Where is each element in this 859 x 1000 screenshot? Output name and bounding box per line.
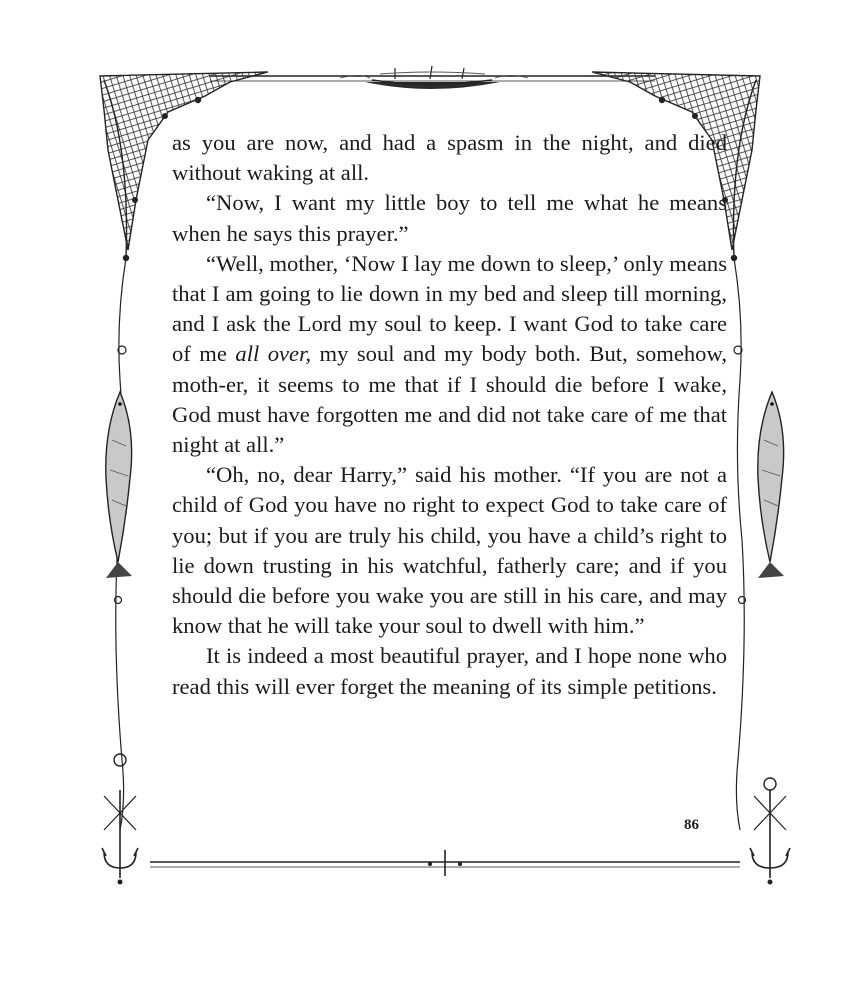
text-run: as you are now, and had a spasm in the night, and died without waking at all. — [172, 130, 727, 186]
anchor-hook-left-icon — [102, 790, 138, 885]
paragraph-p1 — [172, 128, 727, 188]
paragraph-p4 — [172, 460, 727, 641]
bottom-rule — [150, 850, 740, 876]
right-fish-icon — [758, 392, 784, 578]
text-run: “Well, mother, ‘Now I lay me down to sleep,’ only means that I am going to lie down in my bed and sleep till morning, and I ask the Lord my soul to keep. I want God to take care of me — [172, 250, 727, 367]
page-number: 86 — [684, 817, 699, 833]
italic-text: all over, — [235, 341, 312, 367]
top-rule — [210, 76, 655, 81]
paragraph-p2 — [172, 188, 727, 248]
anchor-hook-right-icon — [750, 790, 790, 885]
text-run: It is indeed a most beautiful prayer, and I hope none who read this will ever forget the meaning of its simple petitions. — [172, 643, 727, 699]
left-fish-icon — [106, 392, 132, 578]
paragraph-p3 — [172, 249, 727, 460]
text-run: “Oh, no, dear Harry,” said his mother. “If you are not a child of God you have no right to expect God to take care of you; but if you are truly his child, you have a child’s right to lie down trusting in his watchful, fatherly care; and if you should die before you wake you are still in his care, and may know that he will take your soul to dwell with him.” — [172, 462, 727, 639]
boat-vignette — [340, 66, 528, 89]
text-run: my soul and my body both. But, somehow, moth-er, it seems to me that if I should die before I wake, God must have forgotten me and did not take care of me that night at all.” — [172, 341, 727, 458]
paragraph-p5 — [172, 641, 727, 701]
body-text — [172, 128, 727, 702]
text-run: “Now, I want my little boy to tell me what he means when he says this prayer.” — [172, 190, 727, 246]
